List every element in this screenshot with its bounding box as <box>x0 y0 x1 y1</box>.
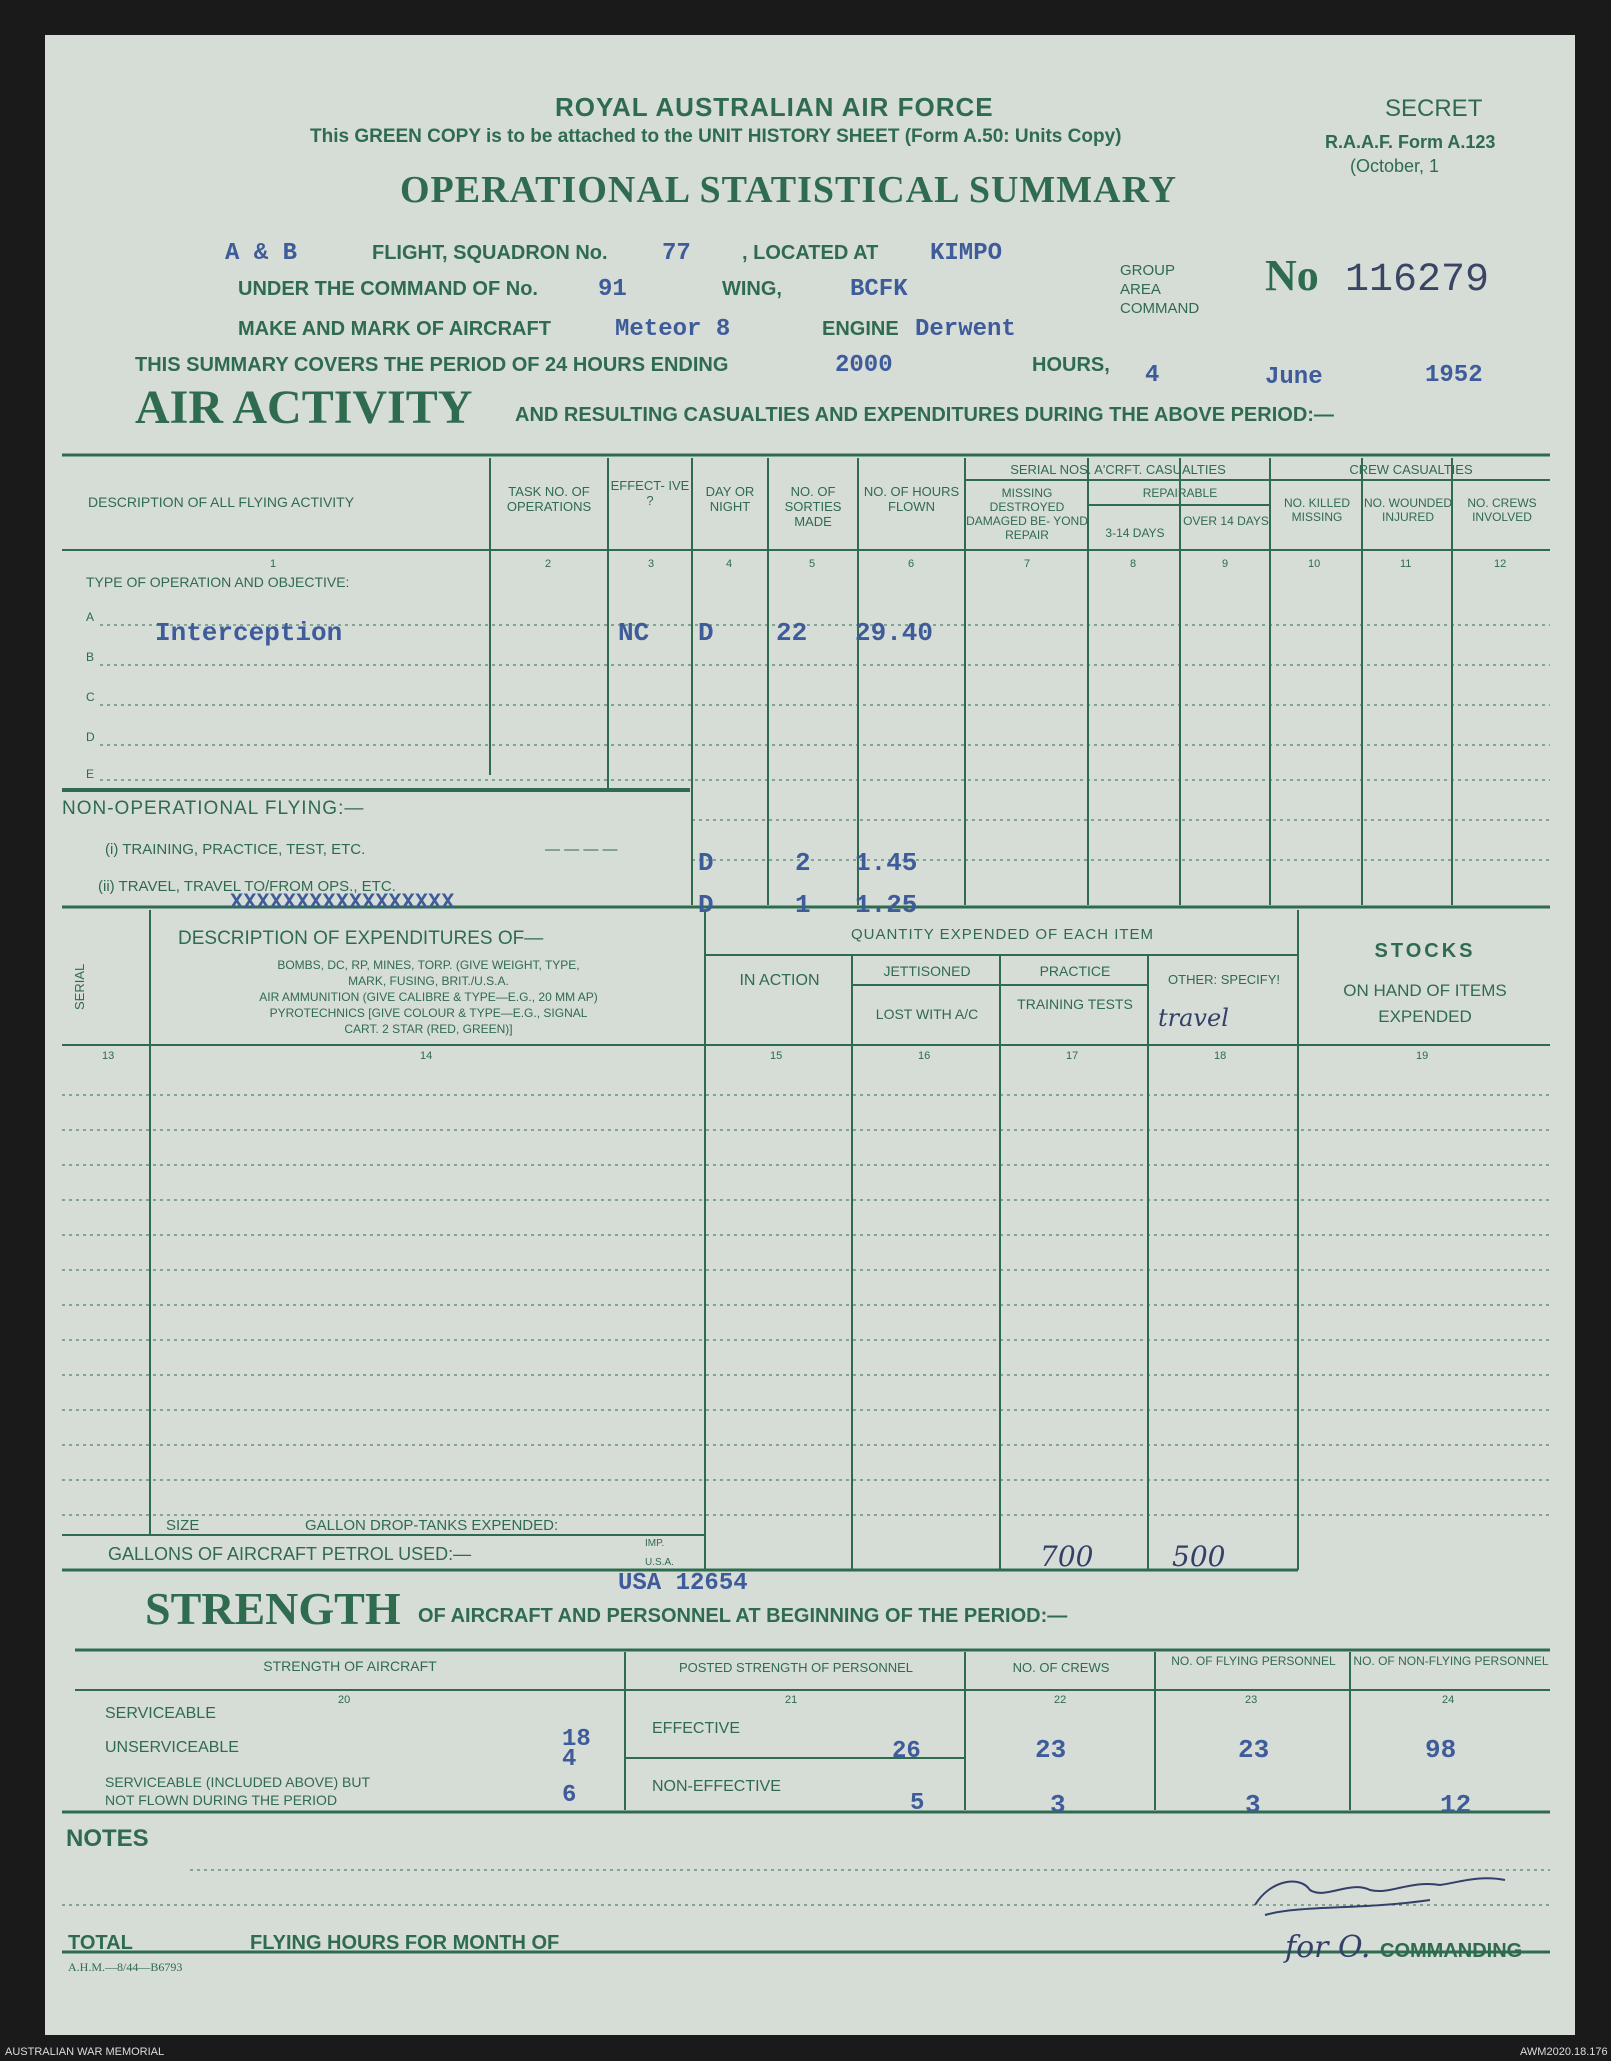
year-value: 1952 <box>1425 362 1483 389</box>
command-word: COMMAND <box>1120 300 1200 317</box>
petrol-other-handwritten: 500 <box>1172 1540 1226 1573</box>
col-stocks: STOCKS <box>1374 940 1476 962</box>
month-value: June <box>1265 364 1323 391</box>
col-desc-line: CART. 2 STAR (RED, GREEN)] <box>344 1022 513 1036</box>
col-number: 23 <box>1245 1694 1258 1706</box>
row-letter: D <box>86 730 95 744</box>
col-number: 1 <box>270 558 277 570</box>
col-number: 10 <box>1308 558 1321 570</box>
col-jettisoned: JETTISONED <box>883 963 971 979</box>
location-value: KIMPO <box>930 240 1003 267</box>
row-a-hours: 29.40 <box>855 618 934 648</box>
travel-hours: 1.45 <box>855 848 918 878</box>
noneffective-nonflying: 12 <box>1440 1790 1472 1820</box>
air-activity-subheading: AND RESULTING CASUALTIES AND EXPENDITURES DURING THE ABOVE PERIOD:— <box>515 404 1334 426</box>
commanding-label: COMMANDING <box>1380 1940 1523 1962</box>
serviceable-value: 18 <box>562 1726 591 1753</box>
col-nonflying: NO. OF NON-FLYING PERSONNEL <box>1353 1654 1549 1668</box>
squadron-value: 77 <box>662 240 691 267</box>
serviceable-label: SERVICEABLE <box>105 1705 216 1722</box>
col-practice: PRACTICE <box>1039 963 1111 979</box>
col-desc-title: DESCRIPTION OF EXPENDITURES OF— <box>178 928 544 949</box>
col-other: OTHER: SPECIFY! <box>1168 972 1280 987</box>
travel-sorties: 2 <box>795 848 811 878</box>
col-number: 16 <box>918 1050 931 1062</box>
effective-crews: 23 <box>1035 1735 1067 1765</box>
col-number: 7 <box>1024 558 1031 570</box>
col-number: 11 <box>1400 558 1412 570</box>
commanding-prefix-handwritten: for O. <box>1285 1930 1371 1965</box>
noneffective-label: NON-EFFECTIVE <box>652 1778 781 1795</box>
strength-subheading: OF AIRCRAFT AND PERSONNEL AT BEGINNING OF THE PERIOD:— <box>418 1605 1068 1627</box>
col-number: 17 <box>1066 1050 1079 1062</box>
effective-nonflying: 98 <box>1425 1735 1457 1765</box>
extra-hours: 1.25 <box>855 890 918 920</box>
col-quantity-group: QUANTITY EXPENDED OF EACH ITEM <box>850 926 1155 943</box>
col-missing: MISSING DESTROYED DAMAGED BE- YOND REPAIR <box>966 486 1088 542</box>
struck-entry: XXXXXXXXXXXXXXXXX <box>230 890 455 915</box>
col-task: TASK NO. OF OPERATIONS <box>506 484 592 514</box>
not-flown-label: SERVICEABLE (INCLUDED ABOVE) BUT <box>105 1774 371 1790</box>
col-killed: NO. KILLED MISSING <box>1283 496 1351 524</box>
col-other-handwritten: travel <box>1158 1004 1229 1032</box>
col-number: 15 <box>770 1050 783 1062</box>
copy-note: This GREEN COPY is to be attached to the UNIT HISTORY SHEET (Form A.50: Units Copy) <box>310 126 1122 147</box>
type-label: TYPE OF OPERATION AND OBJECTIVE: <box>86 574 350 590</box>
col-number: 19 <box>1416 1050 1429 1062</box>
col-number: 8 <box>1130 558 1137 570</box>
col-sorties: NO. OF SORTIES MADE <box>784 484 842 529</box>
strength-heading: STRENGTH <box>145 1583 401 1634</box>
noneffective-flying: 3 <box>1245 1790 1261 1820</box>
wing-value: BCFK <box>850 276 908 303</box>
aircraft-value: Meteor 8 <box>615 316 731 343</box>
col-posted: POSTED STRENGTH OF PERSONNEL <box>678 1660 914 1675</box>
col-stocks-sub: ON HAND OF ITEMS EXPENDED <box>1343 981 1507 1026</box>
area-label: AREA <box>1120 281 1161 298</box>
extra-sorties: 1 <box>795 890 811 920</box>
archive-label: AUSTRALIAN WAR MEMORIAL <box>5 2046 165 2058</box>
noneffective-posted: 5 <box>910 1790 925 1817</box>
col-number: 20 <box>338 1694 351 1706</box>
col-desc-line: BOMBS, DC, RP, MINES, TORP. (GIVE WEIGHT, TYPE, <box>277 958 580 972</box>
row-a-effective: NC <box>618 618 650 648</box>
col-number: 6 <box>908 558 915 570</box>
col-desc-line: PYROTECHNICS [GIVE COLOUR & TYPE—E.G., SIGNAL <box>269 1006 588 1020</box>
unserviceable-value: 4 <box>562 1746 577 1773</box>
period-label: THIS SUMMARY COVERS THE PERIOD OF 24 HOURS ENDING <box>135 354 729 376</box>
col-crews: NO. OF CREWS <box>1012 1660 1110 1675</box>
day-value: 4 <box>1145 362 1160 389</box>
col-flying: NO. OF FLYING PERSONNEL <box>1171 1654 1336 1668</box>
engine-value: Derwent <box>915 316 1016 343</box>
droptanks-label: GALLON DROP-TANKS EXPENDED: <box>305 1517 559 1534</box>
col-number: 24 <box>1442 1694 1455 1706</box>
col-serial: SERIAL <box>72 963 87 1010</box>
wing-no-value: 91 <box>598 276 627 303</box>
air-activity-heading: AIR ACTIVITY <box>135 381 473 434</box>
row-a-sorties: 22 <box>776 618 808 648</box>
col-effective: EFFECT- IVE ? <box>610 478 690 508</box>
effective-label: EFFECTIVE <box>652 1720 741 1737</box>
row-letter: C <box>86 690 95 704</box>
non-op-label: NON-OPERATIONAL FLYING:— <box>62 798 365 819</box>
col-in-action: IN ACTION <box>739 972 820 989</box>
classification: SECRET <box>1385 95 1483 122</box>
engine-label: ENGINE <box>822 318 899 340</box>
size-label: SIZE <box>166 1517 200 1534</box>
col-wounded: NO. WOUNDED INJURED <box>1364 496 1452 524</box>
hours-value: 2000 <box>835 352 893 379</box>
form-date: (October, 1 <box>1350 156 1440 176</box>
archive-id: AWM2020.18.176 <box>1520 2046 1608 2058</box>
col-number: 4 <box>726 558 733 570</box>
aircraft-label: MAKE AND MARK OF AIRCRAFT <box>238 318 551 340</box>
col-repairable: REPAIRABLE <box>1142 486 1218 500</box>
travel-day-night: D <box>698 848 714 878</box>
flight-value: A & B <box>225 240 298 267</box>
col-number: 22 <box>1054 1694 1067 1706</box>
col-number: 18 <box>1214 1050 1227 1062</box>
flying-hours-label: FLYING HOURS FOR MONTH OF <box>250 1932 560 1954</box>
effective-posted: 26 <box>892 1738 921 1765</box>
noneffective-crews: 3 <box>1050 1790 1066 1820</box>
col-aircraft: STRENGTH OF AIRCRAFT <box>263 1658 437 1674</box>
col-hours: NO. OF HOURS FLOWN <box>863 484 960 514</box>
extra-day-night: D <box>698 890 714 920</box>
col-number: 13 <box>102 1050 115 1062</box>
unserviceable-label: UNSERVICEABLE <box>105 1739 239 1756</box>
row-letter: B <box>86 650 95 664</box>
col-over14: OVER 14 DAYS <box>1183 514 1269 528</box>
not-flown-label: NOT FLOWN DURING THE PERIOD <box>105 1792 338 1808</box>
no-label: No <box>1265 251 1319 300</box>
row-a-day-night: D <box>698 618 714 648</box>
row-a-operation: Interception <box>155 618 343 648</box>
imp-label: IMP. <box>645 1538 665 1549</box>
col-training: TRAINING TESTS <box>1017 996 1133 1012</box>
not-flown-value: 6 <box>562 1782 577 1809</box>
located-label: , LOCATED AT <box>742 242 879 264</box>
row-letter: E <box>86 767 95 781</box>
effective-flying: 23 <box>1238 1735 1270 1765</box>
col-number: 12 <box>1494 558 1507 570</box>
group-label: GROUP <box>1120 262 1176 279</box>
form-code: A.H.M.—8/44—B6793 <box>68 1960 183 1974</box>
org-name: ROYAL AUSTRALIAN AIR FORCE <box>555 92 994 122</box>
total-label: TOTAL <box>68 1932 133 1954</box>
col-crew-group: CREW CASUALTIES <box>1349 462 1473 477</box>
travel-label: (ii) TRAVEL, TRAVEL TO/FROM OPS., ETC. <box>98 878 396 895</box>
col-lost: LOST WITH A/C <box>875 1006 979 1022</box>
usa-small-label: U.S.A. <box>645 1557 674 1568</box>
col-day: DAY OR NIGHT <box>705 484 755 514</box>
training-label: (i) TRAINING, PRACTICE, TEST, ETC. <box>105 841 366 858</box>
serial-number: 116279 <box>1345 258 1490 303</box>
col-desc-line: MARK, FUSING, BRIT./U.S.A. <box>348 974 509 988</box>
page-title: OPERATIONAL STATISTICAL SUMMARY <box>400 169 1178 211</box>
row-letter: A <box>86 610 95 624</box>
command-label: UNDER THE COMMAND OF No. <box>238 278 538 300</box>
col-serial-group: SERIAL NOS. A'CRFT. CASUALTIES <box>1010 462 1226 477</box>
col-crews: NO. CREWS INVOLVED <box>1467 496 1537 524</box>
col-desc-line: AIR AMMUNITION (GIVE CALIBRE & TYPE—E.G., 20 MM AP) <box>259 990 598 1004</box>
col-number: 9 <box>1222 558 1229 570</box>
petrol-practice-handwritten: 700 <box>1040 1540 1094 1573</box>
flight-label: FLIGHT, SQUADRON No. <box>372 242 608 264</box>
notes-label: NOTES <box>66 1825 149 1852</box>
col-number: 2 <box>545 558 552 570</box>
col-description: DESCRIPTION OF ALL FLYING ACTIVITY <box>88 494 355 510</box>
col-number: 21 <box>785 1694 798 1706</box>
petrol-typed: USA 12654 <box>618 1570 748 1597</box>
col-number: 3 <box>648 558 655 570</box>
hours-label: HOURS, <box>1032 354 1110 376</box>
wing-label: WING, <box>722 278 782 300</box>
col-3-14: 3-14 DAYS <box>1105 526 1165 540</box>
form-ref: R.A.A.F. Form A.123 <box>1325 132 1496 152</box>
col-number: 5 <box>809 558 816 570</box>
col-number: 14 <box>420 1050 433 1062</box>
petrol-label: GALLONS OF AIRCRAFT PETROL USED:— <box>108 1544 472 1564</box>
